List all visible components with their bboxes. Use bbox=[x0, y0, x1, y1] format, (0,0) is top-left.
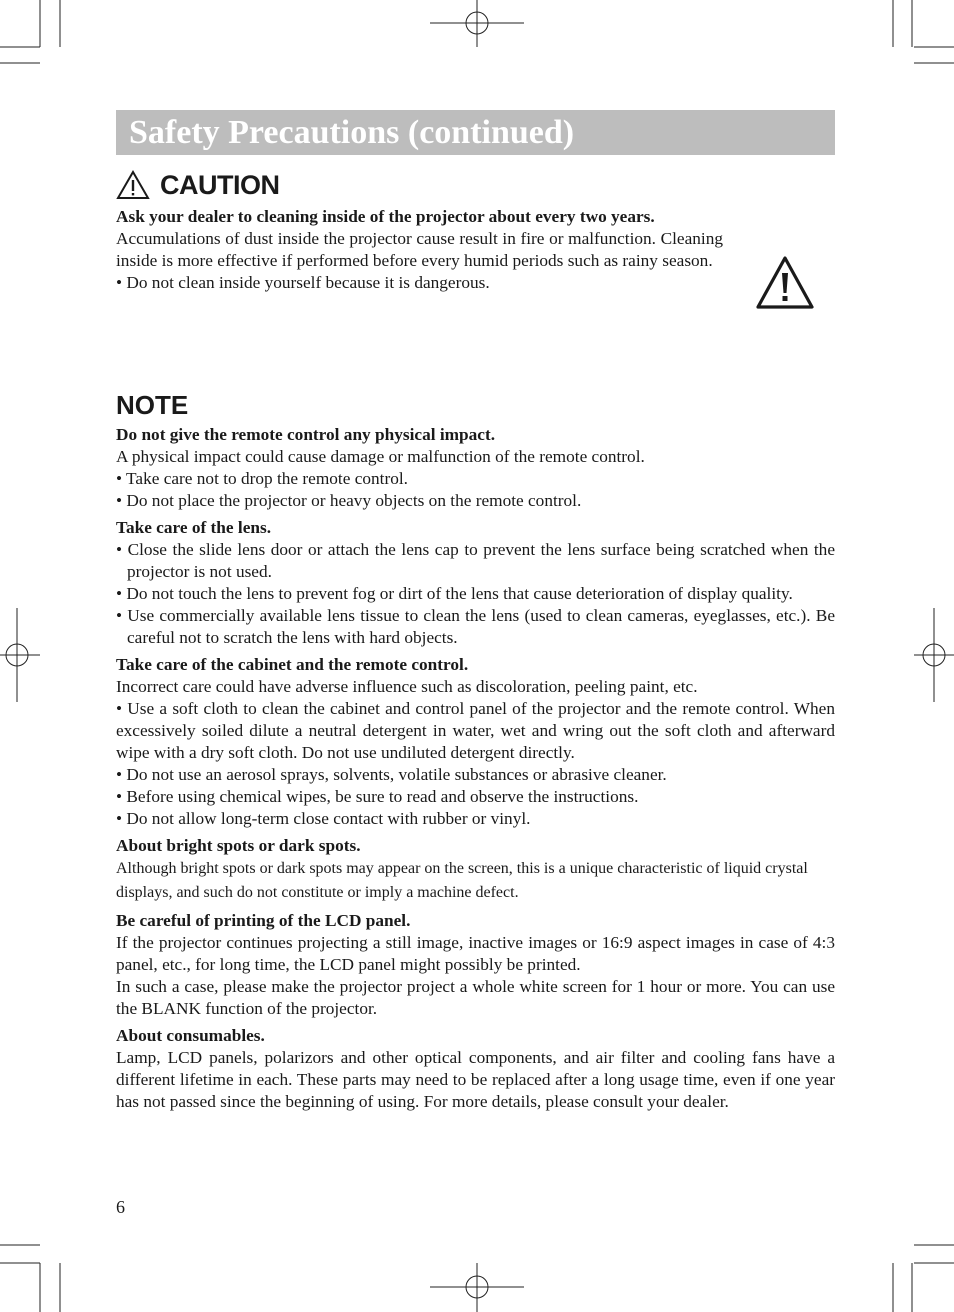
caution-label: CAUTION bbox=[160, 170, 280, 200]
list-item: • Do not use an aerosol sprays, solvents, volatile substances or abrasive cleaner. bbox=[116, 765, 667, 784]
list-item: • Use a soft cloth to clean the cabinet and control panel of the projector and the remote control. When excessively soiled dilute a neutral detergent in water, wet and wring out the soft cloth and afterward wipe with a dry soft cloth. Do not use undiluted detergent directly. bbox=[116, 699, 835, 762]
section-text: Lamp, LCD panels, polarizors and other optical components, and air filter and cooling fans have a different lifetime in each. These parts may need to be replaced after a long usage time, even if one year has not passed since the beginning of using. For more details, please consult your dealer. bbox=[116, 1048, 835, 1111]
caution-body bbox=[116, 206, 723, 294]
section-text: A physical impact could cause damage or malfunction of the remote control. bbox=[116, 447, 645, 466]
list-item: • Use commercially available lens tissue to clean the lens (used to clean cameras, eyeglasses, etc.). Be careful not to scratch the lens with hard objects. bbox=[116, 606, 835, 647]
warning-triangle-icon bbox=[755, 255, 815, 311]
section-text: Incorrect care could have adverse influence such as discoloration, peeling paint, etc. bbox=[116, 677, 698, 696]
section-heading: Do not give the remote control any physical impact. bbox=[116, 425, 496, 444]
section-heading: About consumables. bbox=[116, 1026, 265, 1045]
section-text: In such a case, please make the projector project a whole white screen for 1 hour or more. You can use the BLANK function of the projector. bbox=[116, 977, 835, 1018]
page-title-bar bbox=[116, 110, 835, 155]
list-item: • Before using chemical wipes, be sure to read and observe the instructions. bbox=[116, 787, 639, 806]
section-heading: Be careful of printing of the LCD panel. bbox=[116, 911, 411, 930]
section-text: If the projector continues projecting a still image, inactive images or 16:9 aspect images in case of 4:3 panel, etc., for long time, the LCD panel might possibly be printed. bbox=[116, 933, 835, 974]
list-item: • Do not allow long-term close contact with rubber or vinyl. bbox=[116, 809, 531, 828]
warning-triangle-icon bbox=[116, 170, 150, 200]
note-body bbox=[116, 424, 835, 1113]
list-item: • Take care not to drop the remote control. bbox=[116, 469, 408, 488]
list-item: • Close the slide lens door or attach the lens cap to prevent the lens surface being scratched when the projector is not used. bbox=[116, 540, 835, 581]
section-heading: Take care of the cabinet and the remote control. bbox=[116, 655, 469, 674]
page-number: 6 bbox=[116, 1197, 125, 1217]
section-heading: Take care of the lens. bbox=[116, 518, 272, 537]
caution-bullet: • Do not clean inside yourself because it is dangerous. bbox=[116, 273, 490, 292]
section-heading: About bright spots or dark spots. bbox=[116, 836, 361, 855]
list-item: • Do not place the projector or heavy objects on the remote control. bbox=[116, 491, 582, 510]
list-item: • Do not touch the lens to prevent fog or dirt of the lens that cause deterioration of display quality. bbox=[116, 584, 793, 603]
caution-paragraph: Accumulations of dust inside the projector cause result in fire or malfunction. Cleaning inside is more effective if performed before every humid periods such as rainy season. bbox=[116, 229, 723, 270]
caution-heading: Ask your dealer to cleaning inside of the projector about every two years. bbox=[116, 207, 655, 226]
section-text: Although bright spots or dark spots may appear on the screen, this is a unique characteristic of liquid crystal displays, and such do not constitute or imply a machine defect. bbox=[116, 860, 808, 901]
page-title: Safety Precautions (continued) bbox=[129, 114, 575, 151]
note-label: NOTE bbox=[116, 390, 189, 420]
